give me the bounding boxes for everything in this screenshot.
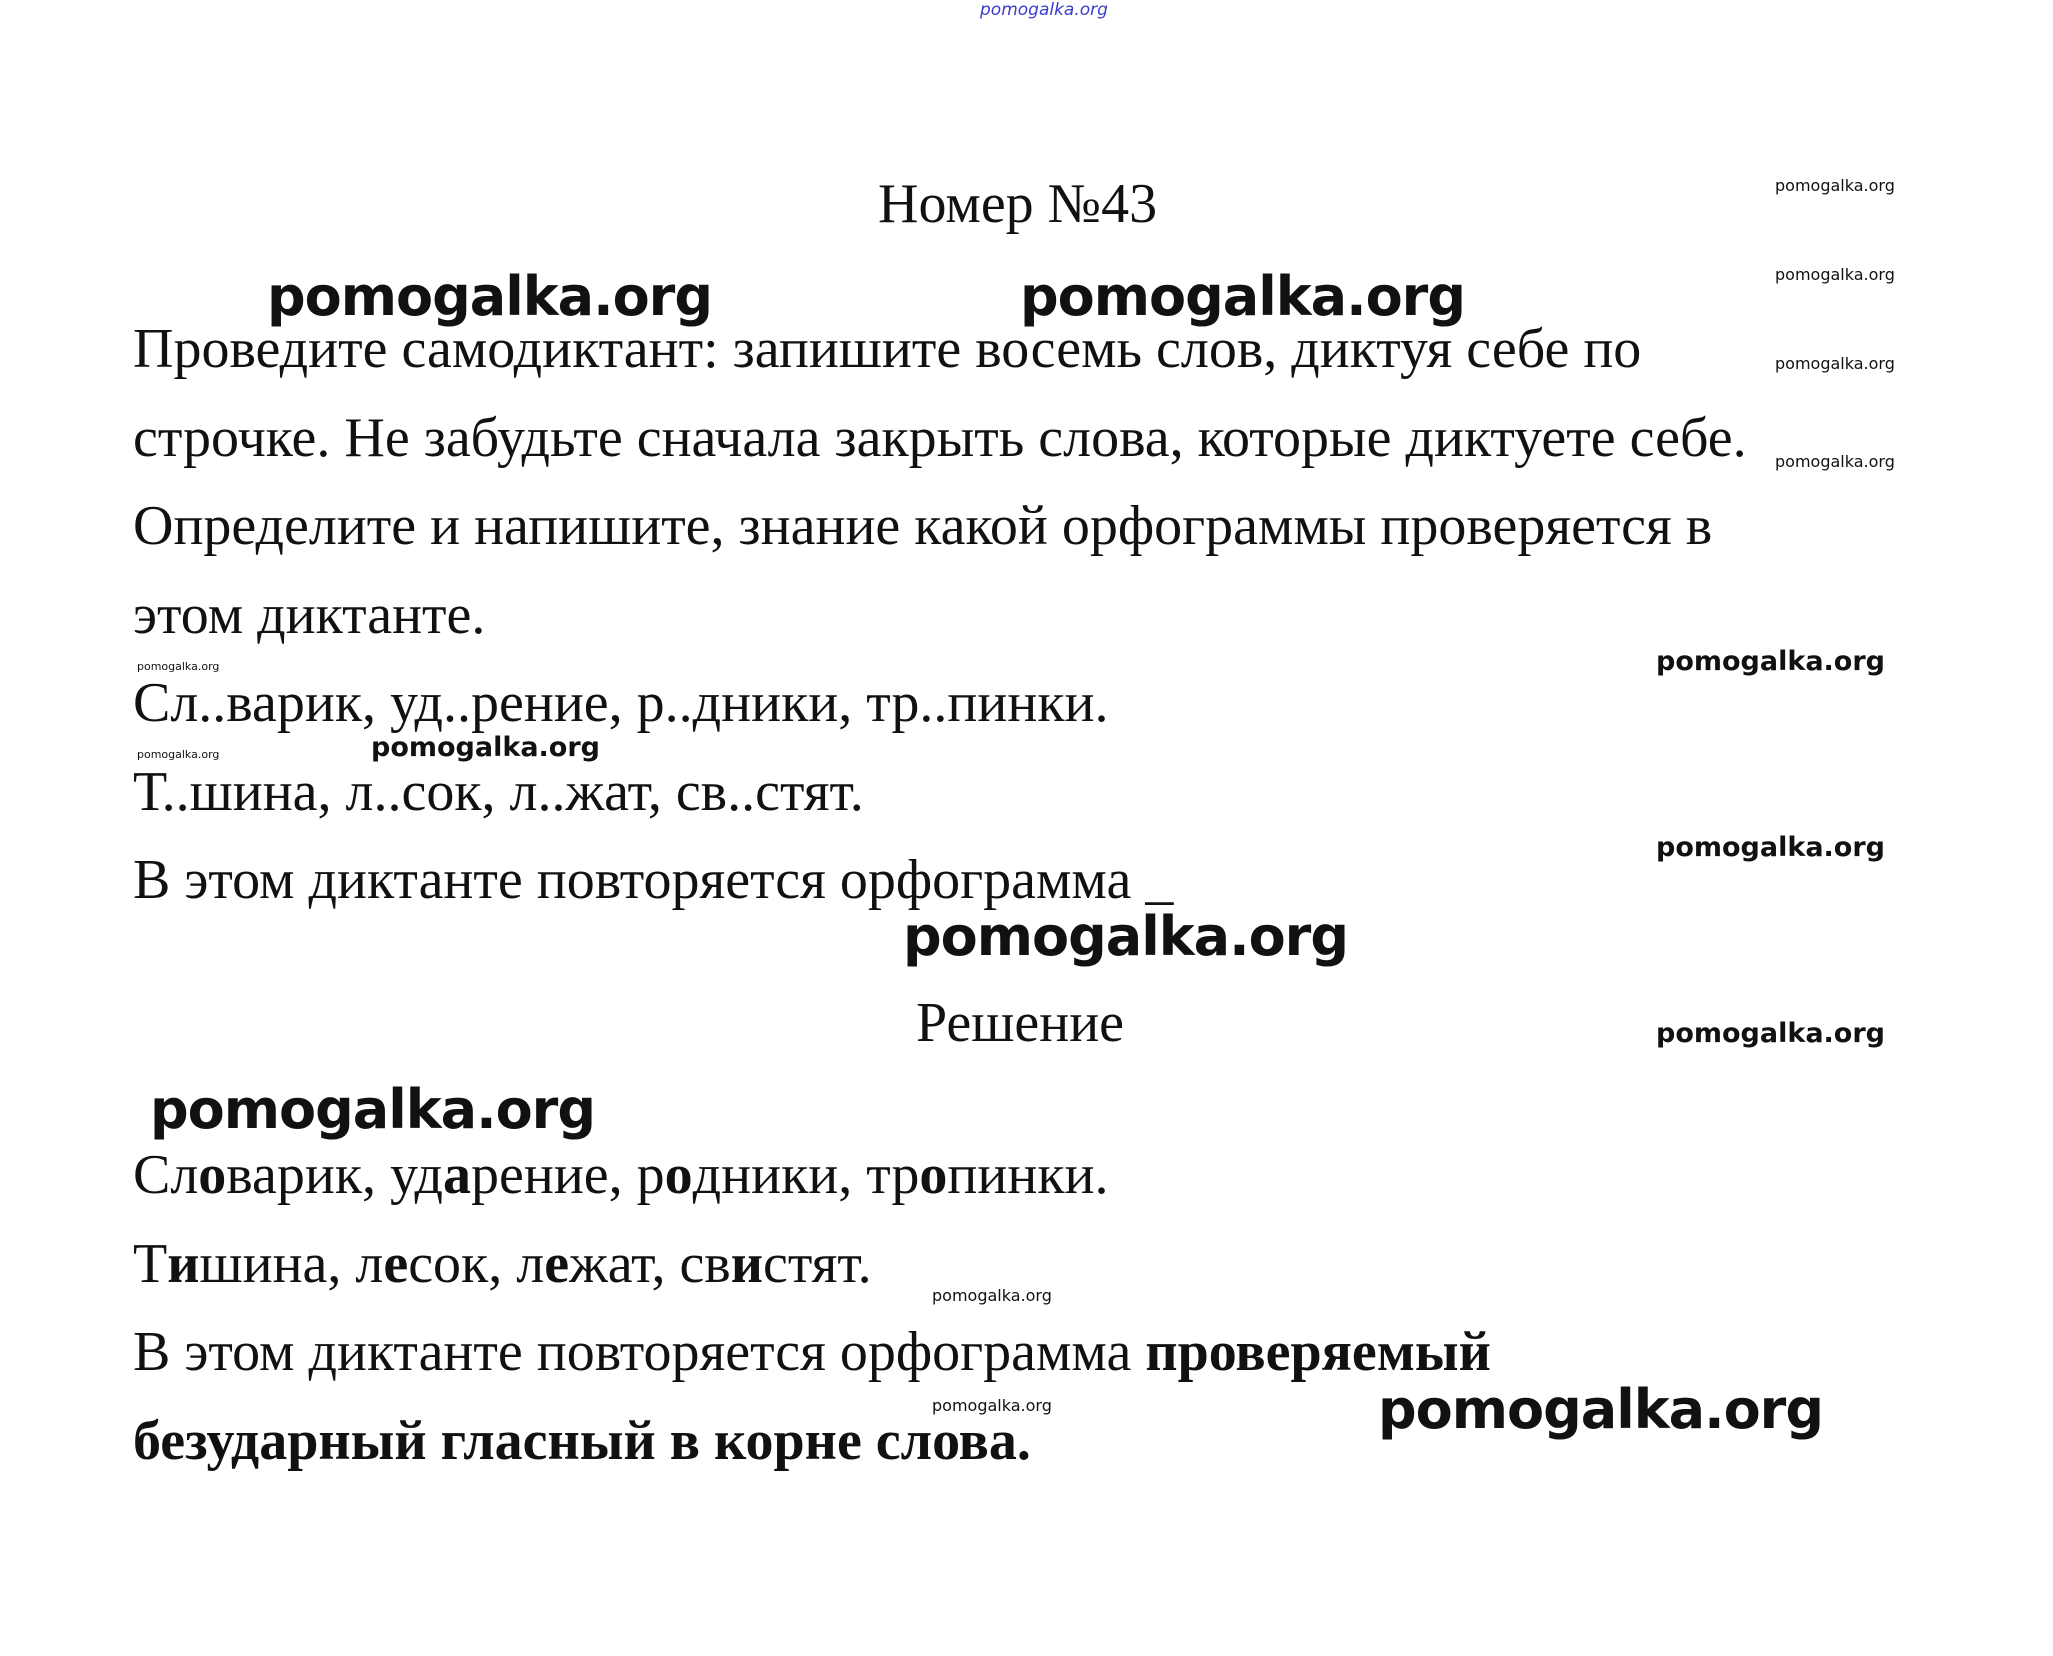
word-fragment: Т: [133, 1233, 168, 1295]
word-fragment: рение, р: [471, 1144, 665, 1206]
highlighted-vowel: и: [730, 1233, 763, 1295]
watermark-tiny-1: pomogalka.org: [137, 660, 220, 673]
word-fragment: дники, тр: [692, 1144, 920, 1206]
solution-answer-line-1: [133, 1321, 1491, 1383]
solution-heading: Решение: [916, 992, 1125, 1054]
watermark-mid-3: pomogalka.org: [1656, 832, 1885, 863]
exercise-words-line-2: Т..шина, л..сок, л..жат, св..стят.: [133, 761, 864, 823]
watermark-big-4: pomogalka.org: [150, 1078, 595, 1141]
watermark-small-2: pomogalka.org: [932, 1396, 1052, 1415]
solution-answer-line-2: [133, 1410, 1031, 1472]
watermark-mid-1: pomogalka.org: [1656, 646, 1885, 677]
watermark-side-2: pomogalka.org: [1775, 265, 1895, 284]
highlighted-vowel: о: [198, 1144, 227, 1206]
word-fragment: Сл: [133, 1144, 199, 1206]
page-title: Номер №43: [878, 173, 1158, 235]
highlighted-vowel: о: [919, 1144, 948, 1206]
word-fragment: пинки.: [947, 1144, 1109, 1206]
word-fragment: сок, л: [408, 1233, 545, 1295]
task-line-1: Проведите самодиктант: запишите восемь слов, диктуя себе по: [133, 318, 1642, 380]
watermark-side-4: pomogalka.org: [1775, 452, 1895, 471]
watermark-mid-4: pomogalka.org: [1656, 1018, 1885, 1049]
highlighted-vowel: е: [383, 1233, 409, 1295]
task-line-3: Определите и напишите, знание какой орфограммы проверяется в: [133, 495, 1713, 557]
exercise-blank-line: В этом диктанте повторяется орфограмма _: [133, 849, 1174, 911]
watermark-tiny-2: pomogalka.org: [137, 748, 220, 761]
watermark-small-1: pomogalka.org: [932, 1286, 1052, 1305]
word-fragment: шина, л: [199, 1233, 384, 1295]
watermark-big-5: pomogalka.org: [1378, 1378, 1823, 1441]
word-fragment: жат, св: [569, 1233, 731, 1295]
highlighted-vowel: и: [167, 1233, 200, 1295]
watermark-side-1: pomogalka.org: [1775, 176, 1895, 195]
task-line-4: этом диктанте.: [133, 584, 486, 646]
answer-prefix: В этом диктанте повторяется орфограмма: [133, 1321, 1146, 1383]
word-fragment: варик, уд: [226, 1144, 443, 1206]
watermark-big-2: pomogalka.org: [1020, 265, 1465, 328]
watermark-mid-2: pomogalka.org: [371, 732, 600, 763]
watermark-top: pomogalka.org: [980, 0, 1108, 20]
solution-words-line-2: [133, 1233, 872, 1295]
highlighted-vowel: е: [544, 1233, 570, 1295]
answer-bold-1: проверяемый: [1145, 1321, 1491, 1383]
watermark-big-3: pomogalka.org: [903, 905, 1348, 968]
highlighted-vowel: а: [443, 1144, 471, 1206]
highlighted-vowel: о: [664, 1144, 693, 1206]
solution-words-line-1: [133, 1144, 1109, 1206]
watermark-big-1: pomogalka.org: [267, 265, 712, 328]
word-fragment: стят.: [763, 1233, 872, 1295]
task-line-2: строчке. Не забудьте сначала закрыть слова, которые диктуете себе.: [133, 407, 1747, 469]
exercise-words-line-1: Сл..варик, уд..рение, р..дники, тр..пинки.: [133, 672, 1109, 734]
answer-bold-2: безударный гласный в корне слова.: [133, 1410, 1031, 1472]
watermark-side-3: pomogalka.org: [1775, 354, 1895, 373]
